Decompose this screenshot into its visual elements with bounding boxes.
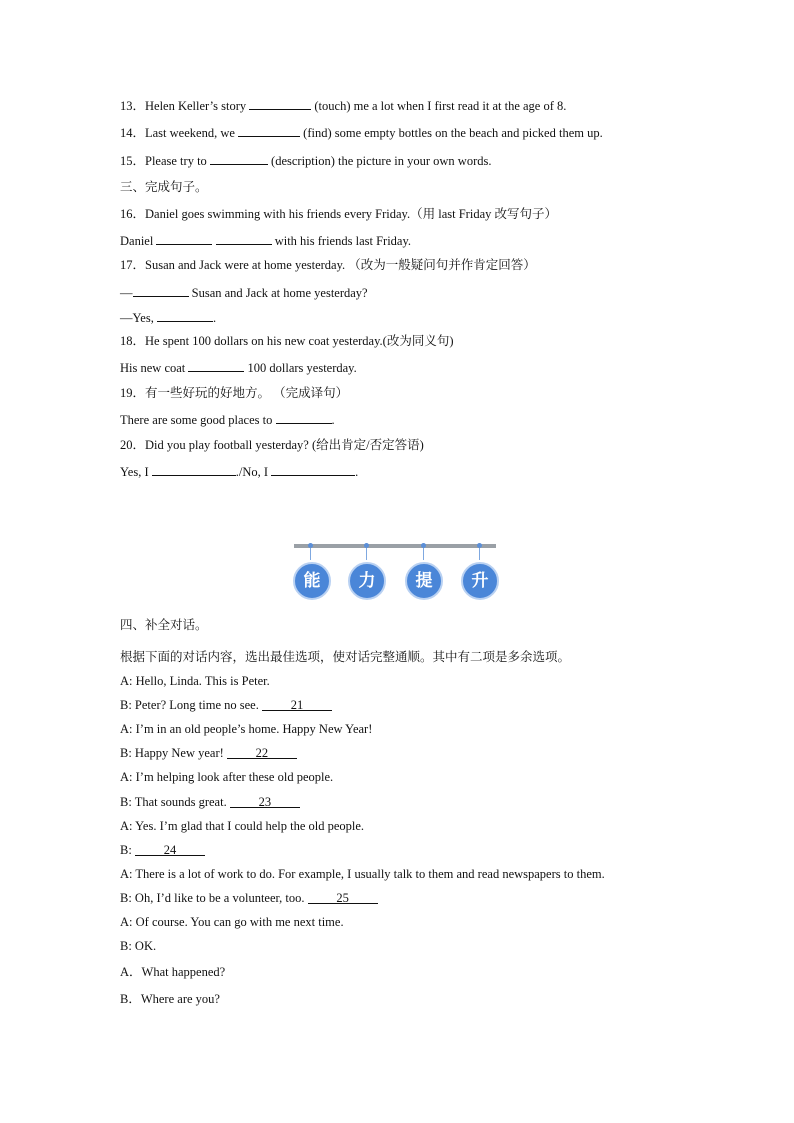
question-20-prompt: 20．Did you play football yesterday? (给出肯定/否定答语) <box>120 438 424 452</box>
dialogue-line: B: Oh, I’d like to be a volunteer, too. 25 <box>120 890 378 906</box>
question-15: 15．Please try to (description) the picture in your own words. <box>120 154 492 168</box>
banner-char-2: 力 <box>348 562 386 600</box>
question-20-answer: Yes, I ./No, I . <box>120 465 359 479</box>
ability-improvement-banner <box>294 540 496 602</box>
dialogue-line: A: Of course. You can go with me next time. <box>120 915 344 929</box>
banner-bar <box>294 544 496 548</box>
answer-blank[interactable] <box>216 232 272 245</box>
answer-blank[interactable] <box>276 411 332 424</box>
dialogue-blank[interactable]: 22 <box>227 746 297 759</box>
dialogue-line: A: Hello, Linda. This is Peter. <box>120 674 270 688</box>
question-19-prompt: 19．有一些好玩的好地方。 （完成译句） <box>120 386 349 400</box>
answer-blank[interactable] <box>249 97 311 110</box>
answer-blank[interactable] <box>133 284 189 297</box>
question-17-prompt: 17．Susan and Jack were at home yesterday. （改为一般疑问句并作肯定回答） <box>120 258 536 272</box>
answer-blank[interactable] <box>188 359 244 372</box>
answer-blank[interactable] <box>210 152 268 165</box>
banner-char-1: 能 <box>293 562 331 600</box>
question-19-answer: There are some good places to . <box>120 413 335 427</box>
question-13: 13．Helen Keller’s story (touch) me a lot when I first read it at the age of 8. <box>120 99 567 113</box>
dialogue-blank[interactable]: 23 <box>230 795 300 808</box>
dialogue-line: B: OK. <box>120 939 157 953</box>
dialogue-line: B: That sounds great. 23 <box>120 794 300 810</box>
dialogue-blank[interactable]: 24 <box>135 843 205 856</box>
question-18-prompt: 18．He spent 100 dollars on his new coat yesterday.(改为同义句) <box>120 334 454 348</box>
dialogue-line: A: I’m helping look after these old people. <box>120 770 334 784</box>
question-16-prompt: 16．Daniel goes swimming with his friends every Friday.（用 last Friday 改写句子） <box>120 207 557 221</box>
option-item: A．What happened? <box>120 965 226 979</box>
dialogue-line: A: Yes. I’m glad that I could help the old people. <box>120 819 365 833</box>
dialogue-blank[interactable]: 25 <box>308 891 378 904</box>
section-heading-4: 四、补全对话。 <box>120 618 208 632</box>
question-17-answer-2: —Yes, . <box>120 311 217 325</box>
answer-blank[interactable] <box>271 463 355 476</box>
answer-blank[interactable] <box>156 232 212 245</box>
answer-blank[interactable] <box>157 309 213 322</box>
section-heading-3: 三、完成句子。 <box>120 180 208 194</box>
dialogue-blank[interactable]: 21 <box>262 698 332 711</box>
question-17-answer-1: — Susan and Jack at home yesterday? <box>120 286 368 300</box>
answer-blank[interactable] <box>152 463 236 476</box>
answer-blank[interactable] <box>238 124 300 137</box>
dialogue-line: B: 24 <box>120 842 205 858</box>
dialogue-line: A: I’m in an old people’s home. Happy New Year! <box>120 722 373 736</box>
question-16-answer: Daniel with his friends last Friday. <box>120 234 412 248</box>
dialogue-line: A: There is a lot of work to do. For example, I usually talk to them and read newspapers to them. <box>120 867 605 881</box>
instruction: 根据下面的对话内容，选出最佳选项，使对话完整通顺。其中有二项是多余选项。 <box>120 650 571 664</box>
option-item: B．Where are you? <box>120 992 220 1006</box>
banner-char-3: 提 <box>405 562 443 600</box>
dialogue-line: B: Peter? Long time no see. 21 <box>120 697 332 713</box>
question-14: 14．Last weekend, we (find) some empty bottles on the beach and picked them up. <box>120 126 603 140</box>
banner-char-4: 升 <box>461 562 499 600</box>
question-18-answer: His new coat 100 dollars yesterday. <box>120 361 357 375</box>
dialogue-line: B: Happy New year! 22 <box>120 745 297 761</box>
